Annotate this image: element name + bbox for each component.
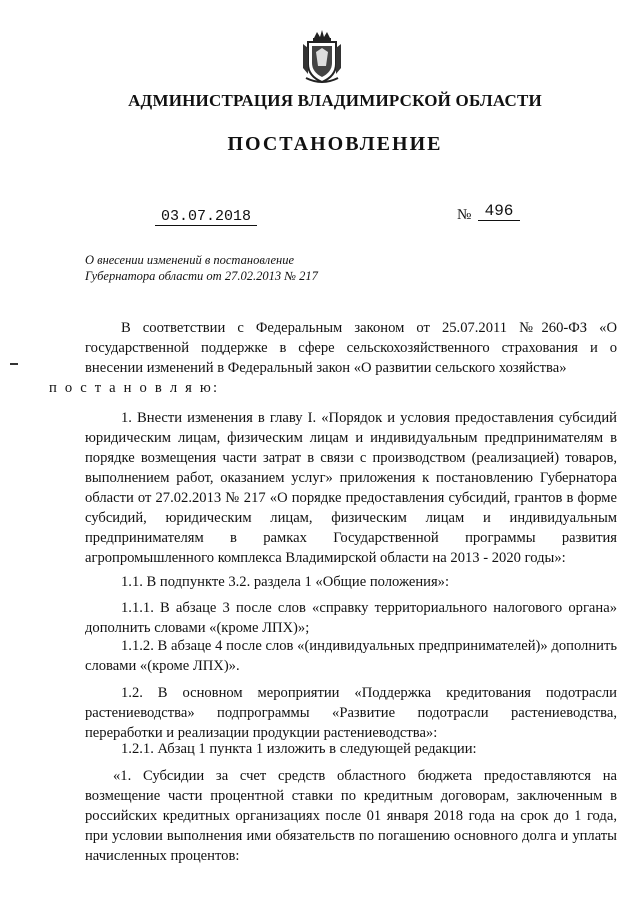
margin-mark [10, 363, 18, 365]
quoted-paragraph: «1. Субсидии за счет средств областного бюджета предоставляются на возмещение части процентной ставки по кредитным договорам, заключенным в российских кредитных организациях после 01 января 2018 года на срок до 1 года, при условии выполнения ими обязательств по погашению основного долга и уплаты начисленных процентов: [85, 768, 617, 864]
paragraph-1: 1. Внести изменения в главу I. «Порядок и условия предоставления субсидий юридическим лицам, физическим лицам и индивидуальным предпринимателям в порядке возмещения части затрат в связи с производством (реализацией) товаров, выполнением работ, оказанием услуг» приложения к постановлению Губернатора области от 27.02.2013 № 217 «О порядке предоставления субсидий, грантов в форме субсидий, юридическим лицам, физическим лицам и индивидуальным предпринимателям в рамках Государственной программы развития агропромышленного комплекса Владимирской области на 2013 - 2020 годы»: [85, 410, 617, 566]
number-label: № [457, 207, 472, 223]
organization-title: АДМИНИСТРАЦИЯ ВЛАДИМИРСКОЙ ОБЛАСТИ [128, 91, 542, 110]
coat-of-arms-emblem [300, 28, 344, 86]
subject-line-2: Губернатора области от 27.02.2013 № 217 [85, 269, 318, 283]
subject-line-1: О внесении изменений в постановление [85, 253, 295, 267]
preamble-paragraph [49, 318, 617, 398]
paragraph-1-2-1: 1.2.1. Абзац 1 пункта 1 изложить в следующей редакции: [121, 741, 477, 757]
document-subject [85, 252, 385, 284]
paragraph-1-2: 1.2. В основном мероприятии «Поддержка кредитования подотрасли растениеводства» подпрограммы «Развитие подотрасли растениеводства, переработки и реализации продукции растениеводства»: [85, 685, 617, 741]
preamble-text: В соответствии с Федеральным законом от 25.07.2011 №260-ФЗ «О государственной поддержке в сфере сельскохозяйственного страхования и о внесении изменений в Федеральный закон «О развитии сельского хозяйства» [85, 320, 617, 376]
decree-word: п о с т а н о в л я ю: [49, 380, 220, 396]
paragraph-1-1: 1.1. В подпункте 3.2. раздела 1 «Общие положения»: [121, 574, 450, 590]
document-number: 496 [478, 203, 520, 221]
document-type-heading: ПОСТАНОВЛЕНИЕ [227, 133, 443, 155]
paragraph-1-1-1: 1.1.1. В абзаце 3 после слов «справку территориального налогового органа» дополнить словами «(кроме ЛПХ)»; [85, 600, 617, 636]
document-date: 03.07.2018 [155, 208, 257, 226]
paragraph-1-1-2: 1.1.2. В абзаце 4 после слов «(индивидуальных предпринимателей)» дополнить словами «(кроме ЛПХ)». [85, 638, 617, 674]
